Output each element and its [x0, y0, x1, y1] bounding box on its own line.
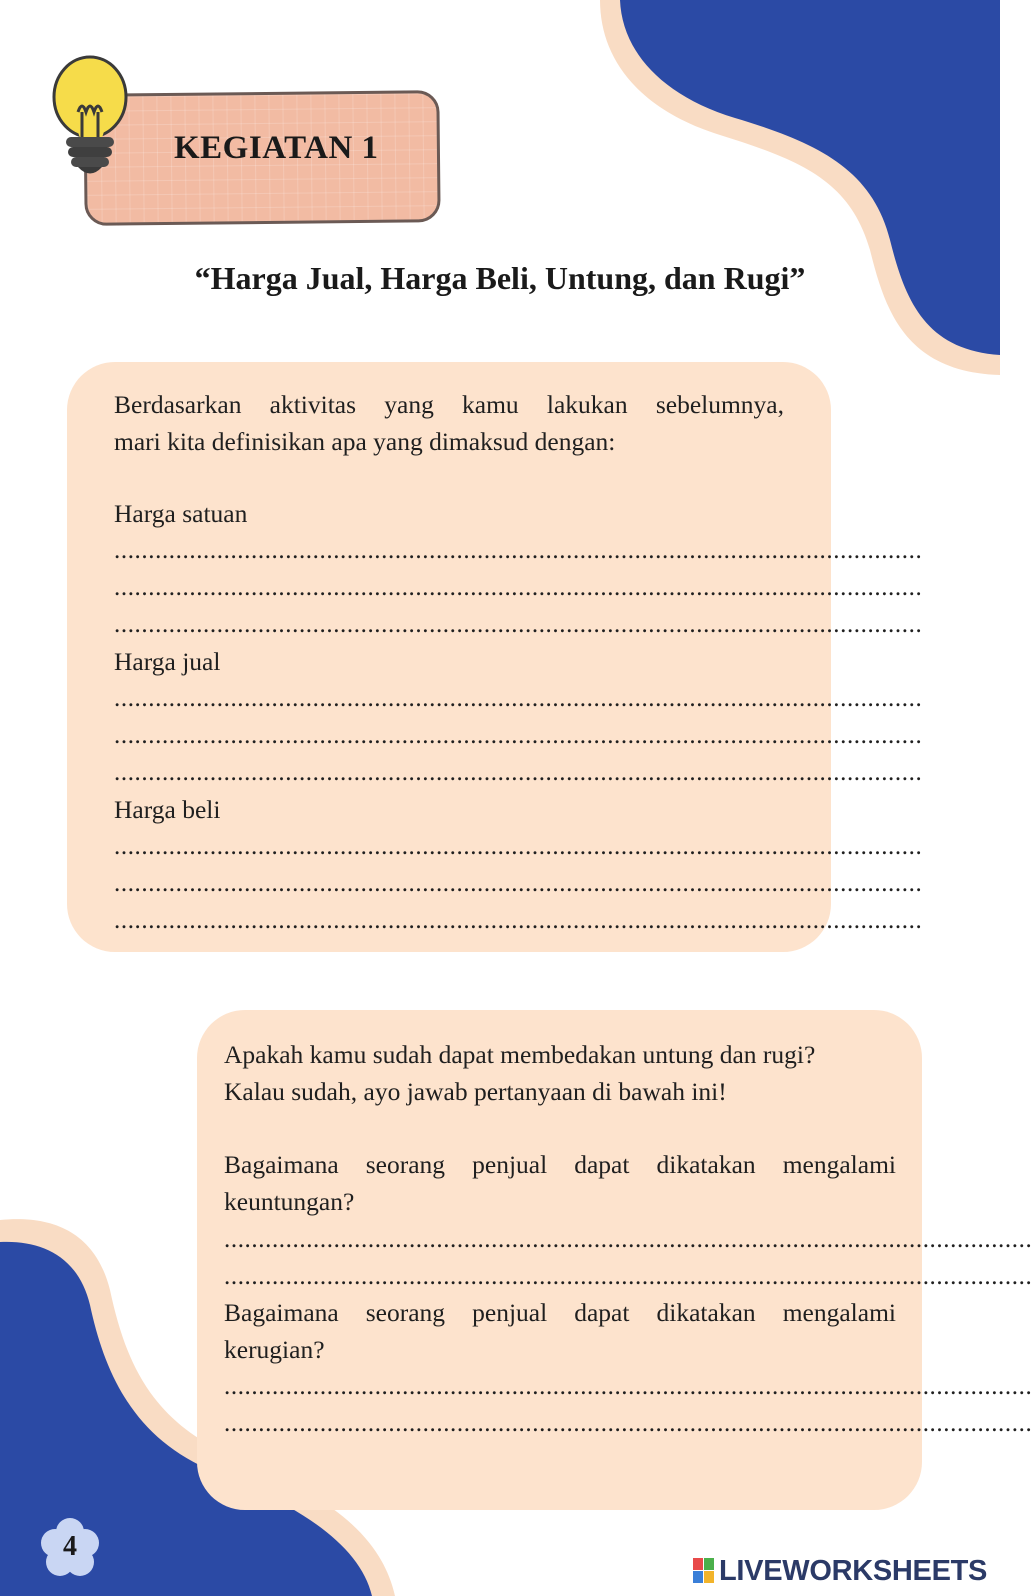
answer-line-harga-jual-3[interactable]: ...................................................................................................................... [114, 759, 923, 786]
top-right-blob [620, 0, 1000, 355]
answer-line-loss-2[interactable]: ...................................................................................................................... [224, 1410, 1032, 1437]
answer-line-profit-2[interactable]: ...................................................................................................................... [224, 1263, 1032, 1290]
page-number: 4 [63, 1531, 77, 1562]
card1-intro-line2: mari kita definisikan apa yang dimaksud dengan: [114, 427, 616, 456]
answer-line-harga-beli-2[interactable]: ...................................................................................................................... [114, 870, 923, 897]
question-loss-line1: Bagaimana seorang penjual dapat dikatakan mengalami [224, 1298, 896, 1327]
card1-intro-line1: Berdasarkan aktivitas yang kamu lakukan sebelumnya, [114, 390, 784, 419]
label-harga-jual: Harga jual [114, 647, 221, 676]
activity-title: KEGIATAN 1 [174, 130, 379, 166]
activity-header [48, 52, 448, 232]
label-harga-satuan: Harga satuan [114, 499, 248, 528]
page-title: “Harga Jual, Harga Beli, Untung, dan Rugi” [194, 260, 806, 296]
liveworksheets-icon [693, 1558, 715, 1584]
answer-line-profit-1[interactable]: ...................................................................................................................... [224, 1226, 1032, 1253]
question-profit-line1: Bagaimana seorang penjual dapat dikatakan mengalami [224, 1150, 896, 1179]
answer-line-harga-satuan-3[interactable]: ...................................................................................................................... [114, 611, 923, 638]
answer-line-harga-jual-2[interactable]: ...................................................................................................................... [114, 722, 923, 749]
answer-line-harga-jual-1[interactable]: ...................................................................................................................... [114, 685, 923, 712]
question-profit-line2: keuntungan? [224, 1187, 355, 1216]
brand-name: LIVEWORKSHEETS [719, 1554, 988, 1587]
answer-line-harga-beli-1[interactable]: ...................................................................................................................... [114, 833, 923, 860]
card2-intro-line2: Kalau sudah, ayo jawab pertanyaan di bawah ini! [224, 1077, 727, 1106]
liveworksheets-logo [693, 1555, 987, 1587]
answer-line-harga-satuan-1[interactable]: ...................................................................................................................... [114, 537, 923, 564]
answer-line-harga-beli-3[interactable]: ...................................................................................................................... [114, 907, 923, 934]
answer-line-harga-satuan-2[interactable]: ...................................................................................................................... [114, 574, 923, 601]
question-loss-line2: kerugian? [224, 1335, 325, 1364]
lightbulb-icon [48, 52, 138, 182]
label-harga-beli: Harga beli [114, 795, 221, 824]
answer-line-loss-1[interactable]: ...................................................................................................................... [224, 1373, 1032, 1400]
page-number-badge [40, 1518, 100, 1578]
card2-intro-line1: Apakah kamu sudah dapat membedakan untung dan rugi? [224, 1040, 816, 1069]
